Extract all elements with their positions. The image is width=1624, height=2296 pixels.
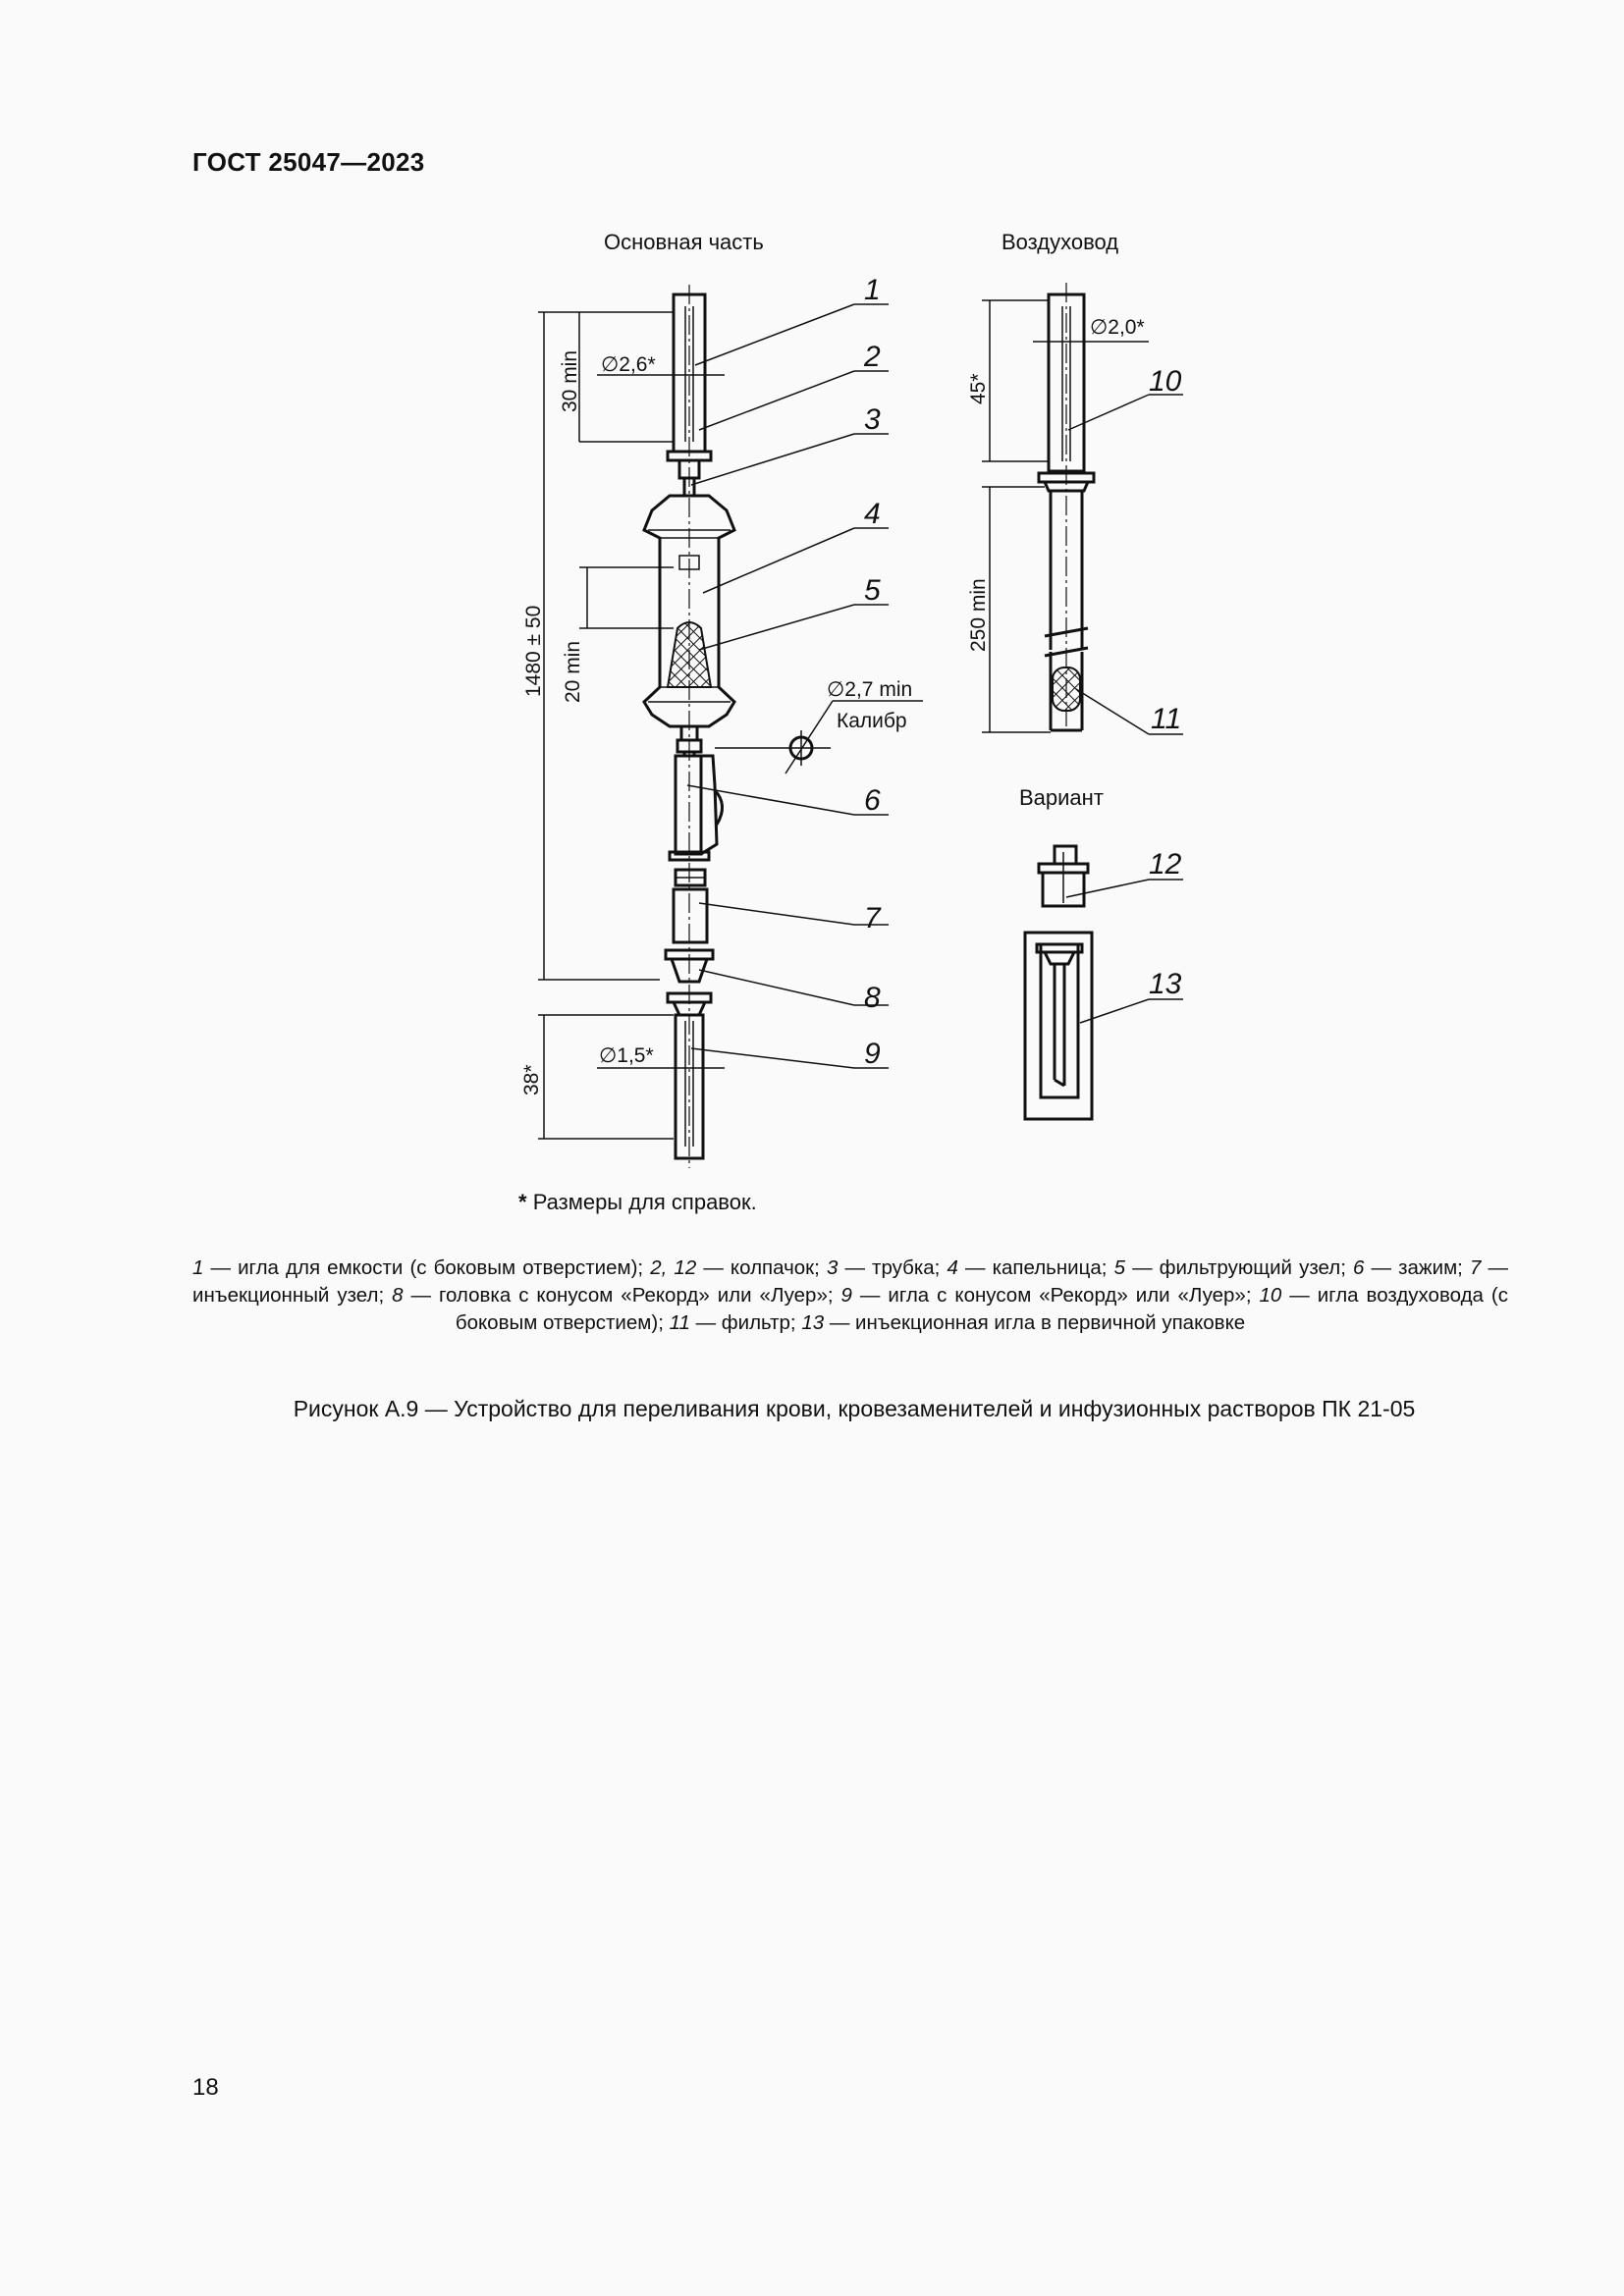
legend-num: 8	[392, 1284, 404, 1307]
injection-unit	[674, 870, 707, 942]
calibre-label: Калибр	[837, 710, 907, 732]
callout-4: 4	[864, 498, 881, 530]
legend-text: — фильтр;	[689, 1311, 802, 1334]
note-star: *	[518, 1190, 527, 1214]
dim-d20: ∅2,0*	[1090, 316, 1145, 339]
legend-text: — фильтрующий узел;	[1124, 1256, 1353, 1279]
dim-45: 45*	[967, 373, 990, 404]
legend-num: 4	[947, 1256, 958, 1279]
callout-6: 6	[864, 784, 881, 817]
air-duct-title: Воздуховод	[1001, 230, 1119, 254]
legend-num: 9	[840, 1284, 852, 1307]
legend-num: 10	[1259, 1284, 1282, 1307]
legend-text: — инъекционный узел;	[192, 1256, 1508, 1307]
callout-13: 13	[1149, 968, 1182, 1000]
legend-num: 7	[1469, 1256, 1482, 1279]
reference-note	[518, 1190, 757, 1215]
legend-num: 5	[1113, 1256, 1125, 1279]
variant-cap	[1039, 846, 1088, 906]
legend-num: 1	[192, 1256, 204, 1279]
legend-text: — зажим;	[1364, 1256, 1470, 1279]
legend-num: 3	[826, 1256, 839, 1279]
main-part-title: Основная часть	[604, 230, 764, 254]
legend-num: 11	[669, 1311, 690, 1334]
calibre-diameter: ∅2,7 min	[827, 678, 913, 701]
figure-caption: Рисунок А.9 — Устройство для переливания крови, кровезаменителей и инфузионных растворов ПК 21-05	[293, 1396, 1416, 1421]
callout-9: 9	[864, 1038, 881, 1070]
callout-1: 1	[864, 274, 881, 306]
dim-38: 38*	[520, 1064, 543, 1095]
callout-11: 11	[1151, 703, 1182, 735]
document-header: ГОСТ 25047—2023	[192, 147, 425, 177]
filter-unit	[668, 622, 711, 687]
clamp	[670, 756, 723, 860]
callout-8: 8	[864, 982, 881, 1014]
callout-3: 3	[864, 403, 881, 436]
figure-legend	[192, 1255, 1508, 1337]
dim-250-min: 250 min	[967, 578, 990, 652]
legend-text: — капельница;	[957, 1256, 1114, 1279]
note-text: Размеры для справок.	[532, 1190, 757, 1214]
legend-text: — головка с конусом «Рекорд» или «Луер»;	[403, 1284, 841, 1307]
legend-num: 6	[1353, 1256, 1365, 1279]
dropper-outlet	[677, 726, 701, 756]
legend-text: — колпачок;	[696, 1256, 827, 1279]
dim-d15: ∅1,5*	[599, 1044, 654, 1067]
injection-needle-package	[1025, 933, 1092, 1119]
dim-20-min: 20 min	[562, 640, 584, 703]
dim-30-min: 30 min	[559, 349, 581, 412]
variant-title: Вариант	[1019, 785, 1104, 810]
page-number: 18	[192, 2074, 219, 2101]
legend-num: 2, 12	[650, 1256, 697, 1279]
dim-1480: 1480 ± 50	[522, 605, 545, 697]
callout-5: 5	[864, 574, 881, 607]
legend-text: — инъекционная игла в первичной упаковке	[824, 1311, 1246, 1334]
legend-text: — игла воздуховода (с боковым отверстием);	[455, 1284, 1508, 1334]
legend-num: 13	[801, 1311, 825, 1334]
legend-text: — игла для емкости (с боковым отверстием);	[203, 1256, 651, 1279]
legend-text: — игла с конусом «Рекорд» или «Луер»;	[851, 1284, 1260, 1307]
dim-d26: ∅2,6*	[601, 353, 656, 376]
callout-12: 12	[1149, 848, 1182, 881]
callout-leaders-air	[1068, 395, 1183, 734]
callout-7: 7	[864, 902, 881, 934]
air-filter	[1053, 667, 1080, 711]
legend-text: — трубка;	[838, 1256, 947, 1279]
callout-2: 2	[864, 341, 881, 373]
callout-10: 10	[1149, 365, 1182, 398]
